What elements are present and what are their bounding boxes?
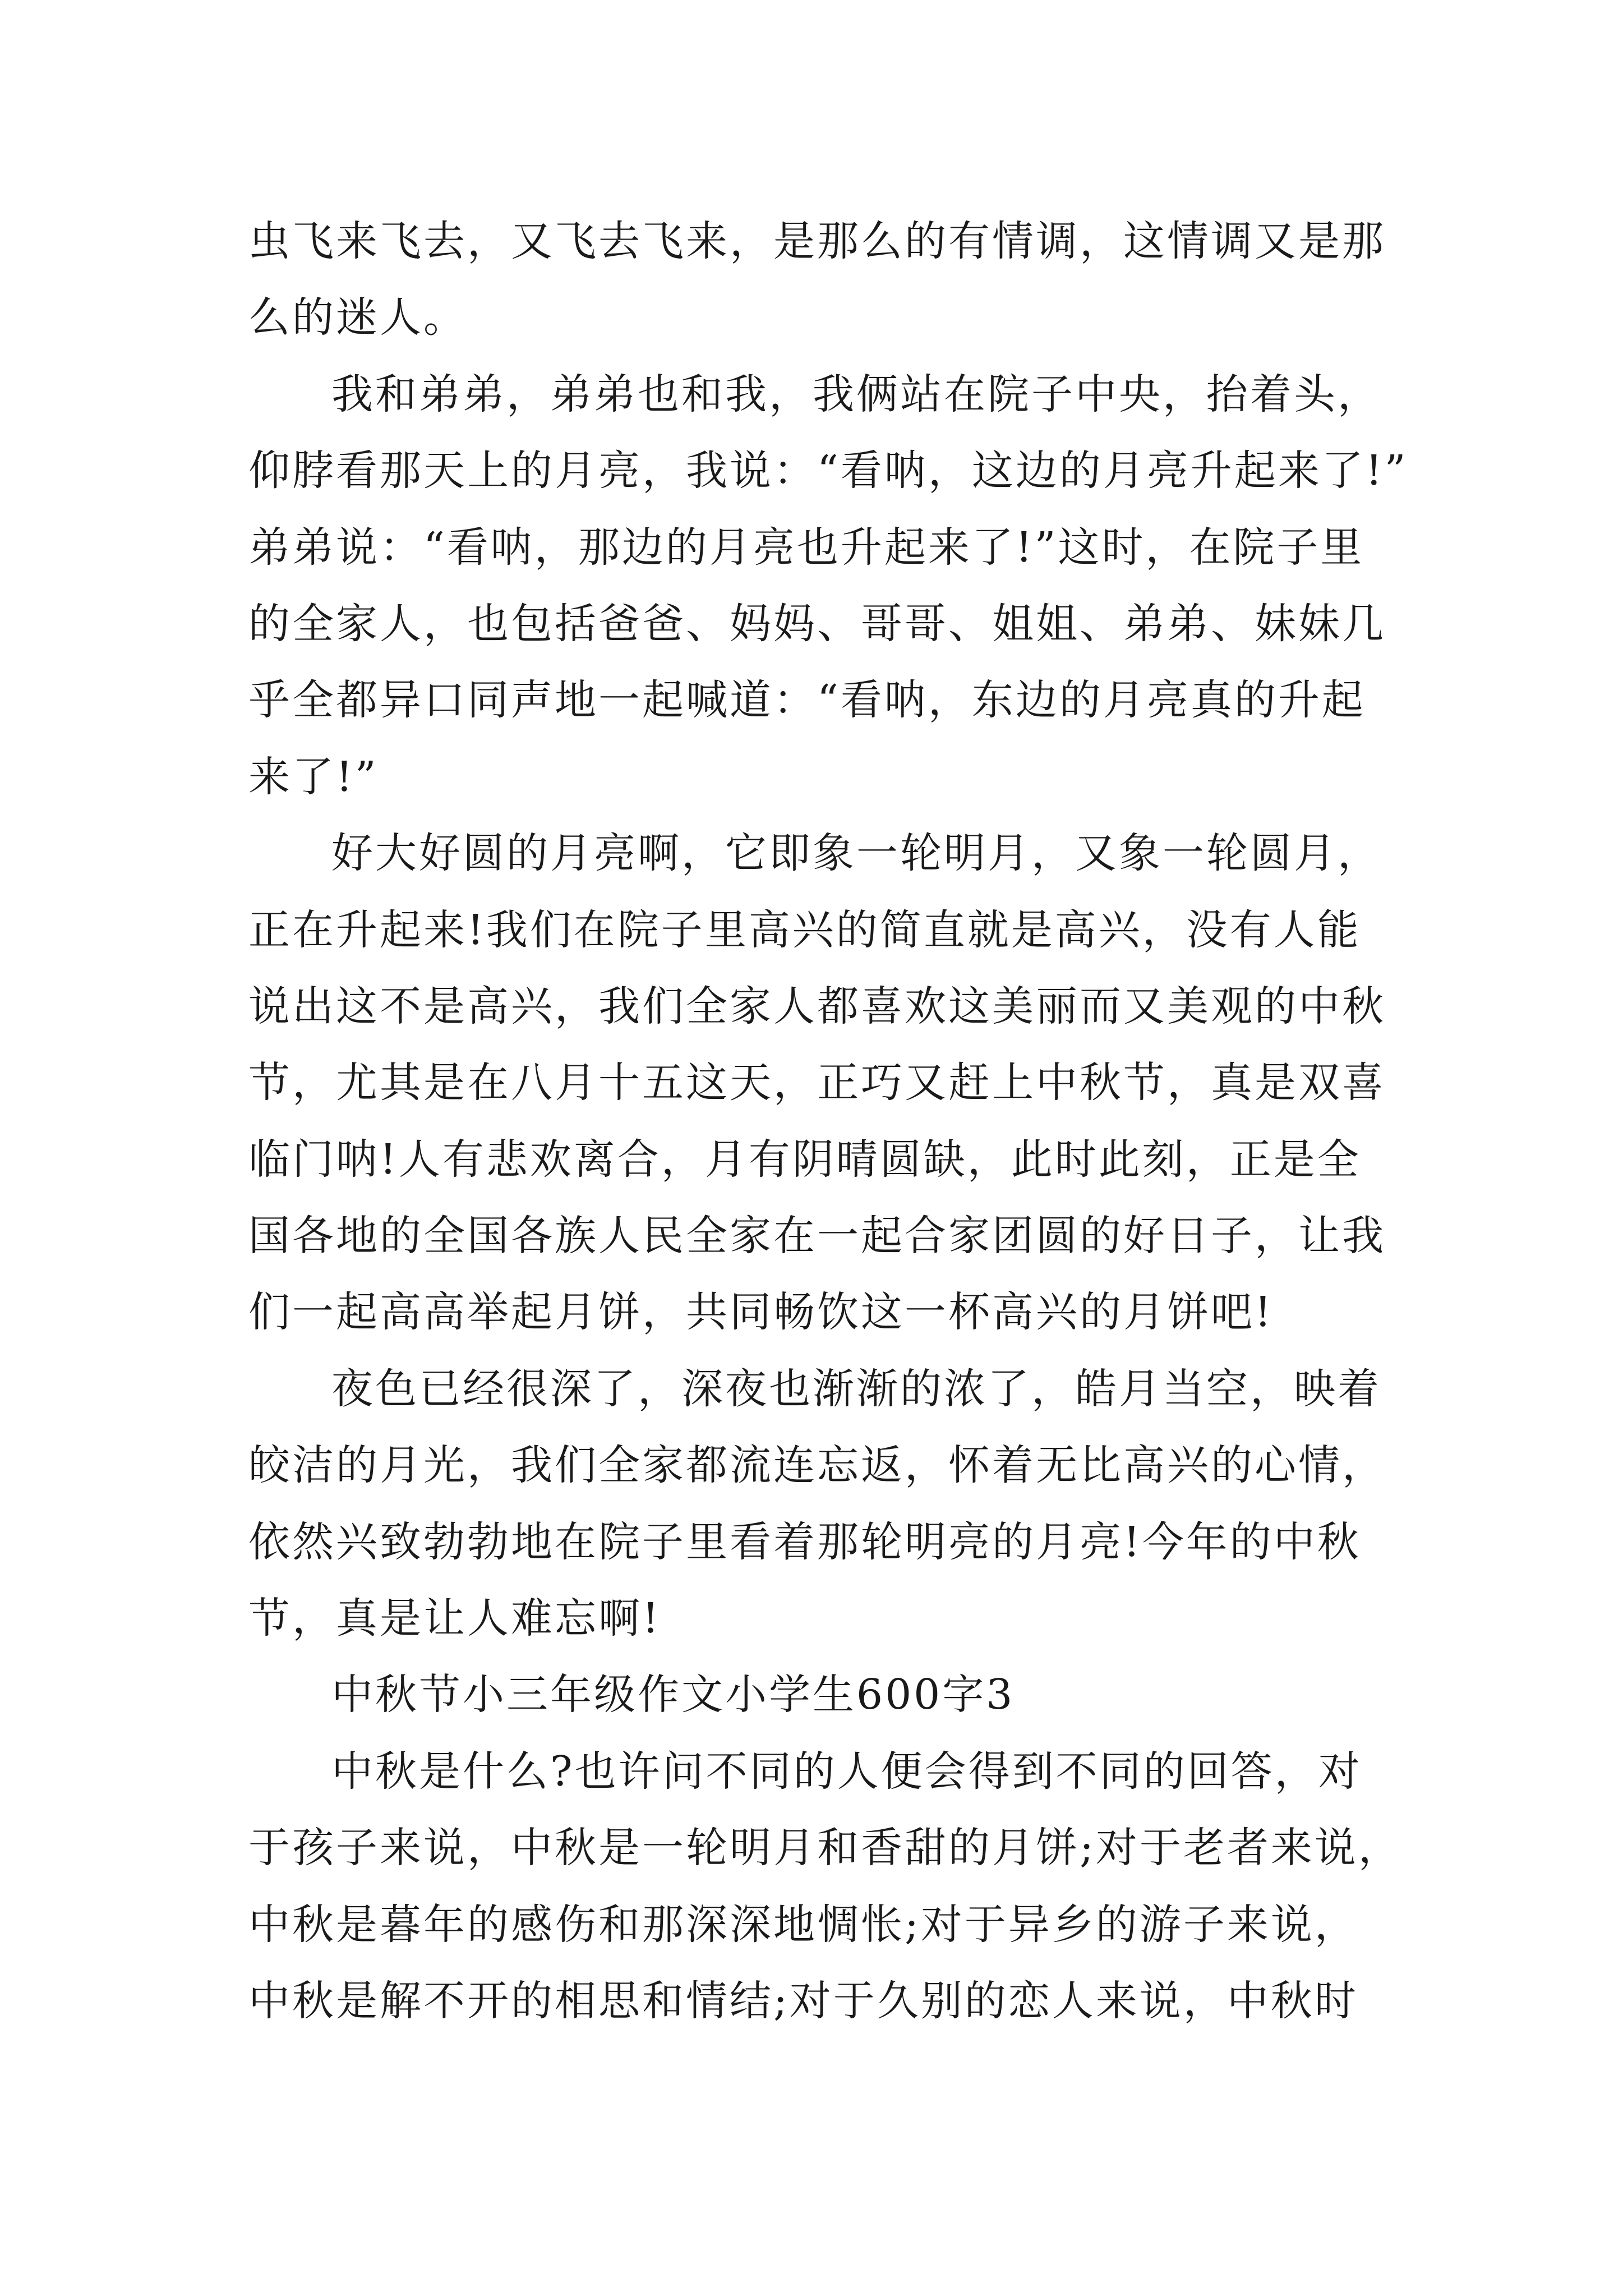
text-line: 弟弟说：“看呐，那边的月亮也升起来了!”这时，在院子里 — [248, 523, 1364, 572]
text-line: 中秋是解不开的相思和情结;对于久别的恋人来说，中秋时 — [248, 1976, 1358, 2025]
text-line: 夜色已经很深了，深夜也渐渐的浓了，皓月当空，映着 — [331, 1364, 1381, 1413]
text-line: 中秋是什么?也许问不同的人便会得到不同的回答，对 — [331, 1747, 1362, 1796]
text-line: 国各地的全国各族人民全家在一起合家团圆的好日子，让我 — [248, 1212, 1386, 1260]
text-line: 节，真是让人难忘啊! — [248, 1594, 661, 1643]
text-line: 好大好圆的月亮啊，它即象一轮明月，又象一轮圆月， — [331, 829, 1381, 878]
text-line: 临门呐!人有悲欢离合，月有阴晴圆缺，此时此刻，正是全 — [248, 1135, 1361, 1184]
text-line: 中秋是暮年的感伤和那深深地惆怅;对于异乡的游子来说， — [248, 1900, 1358, 1949]
text-line: 的全家人，也包括爸爸、妈妈、哥哥、姐姐、弟弟、妹妹几 — [248, 599, 1386, 648]
text-line: 节，尤其是在八月十五这天，正巧又赶上中秋节，真是双喜 — [248, 1059, 1386, 1107]
text-line: 皎洁的月光，我们全家都流连忘返，怀着无比高兴的心情， — [248, 1441, 1386, 1490]
text-line: 依然兴致勃勃地在院子里看着那轮明亮的月亮!今年的中秋 — [248, 1517, 1361, 1566]
text-line: 说出这不是高兴，我们全家人都喜欢这美丽而又美观的中秋 — [248, 982, 1386, 1030]
text-line: 正在升起来!我们在院子里高兴的简直就是高兴，没有人能 — [248, 905, 1361, 954]
text-line: 我和弟弟，弟弟也和我，我俩站在院子中央，抬着头， — [331, 370, 1381, 418]
text-line: 于孩子来说，中秋是一轮明月和香甜的月饼;对于老者来说， — [248, 1824, 1402, 1872]
text-line: 中秋节小三年级作文小学生600字3 — [331, 1671, 1015, 1719]
text-line: 乎全都异口同声地一起喊道：“看呐，东边的月亮真的升起 — [248, 676, 1366, 725]
text-line: 虫飞来飞去，又飞去飞来，是那么的有情调，这情调又是那 — [248, 217, 1386, 265]
text-line: 么的迷人。 — [248, 293, 467, 342]
body-text — [248, 203, 1408, 2039]
text-line: 仰脖看那天上的月亮，我说：“看呐，这边的月亮升起来了!” — [248, 447, 1408, 495]
text-line: 们一起高高举起月饼，共同畅饮这一杯高兴的月饼吧! — [248, 1288, 1274, 1337]
text-line: 来了!” — [248, 752, 379, 801]
